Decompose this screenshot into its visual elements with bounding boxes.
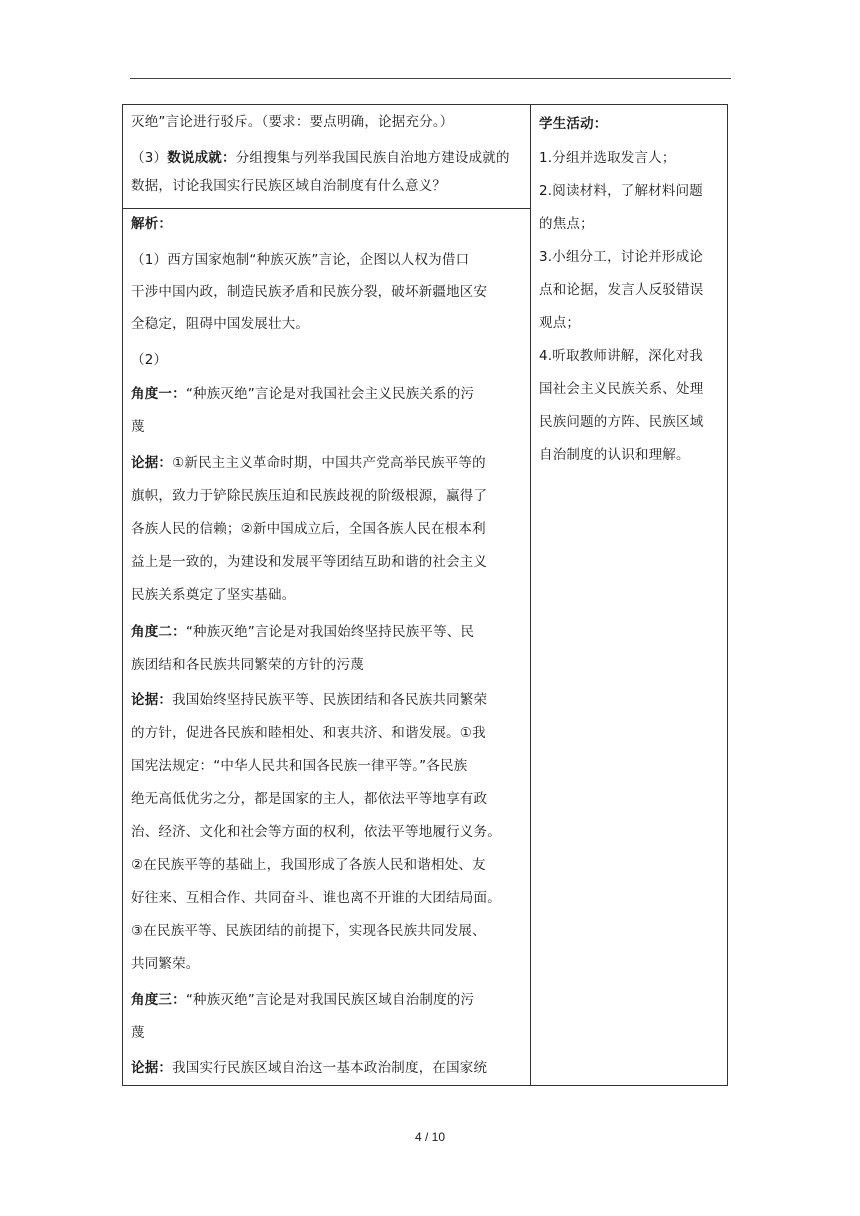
activity-line: 民族问题的方阵、民族区域 — [539, 414, 704, 430]
argument1-line — [131, 453, 486, 473]
content-column — [123, 105, 531, 1085]
angle1-label: 角度一： — [131, 386, 186, 402]
argument-label: 论据： — [131, 455, 173, 471]
lesson-table — [122, 104, 728, 1086]
activity-column — [531, 105, 727, 1085]
angle3-line: 蔑 — [131, 1025, 145, 1041]
argument-label: 论据： — [131, 692, 173, 708]
argument-text: 我国始终坚持民族平等、民族团结和各民族共同繁荣 — [172, 692, 488, 708]
analysis-line: （1）西方国家炮制“种族灭族”言论，企图以人权为借口 — [131, 252, 470, 268]
argument1-line: 益上是一致的，为建设和发展平等团结互助和谐的社会主义 — [131, 554, 488, 570]
task3-prefix: （3） — [131, 150, 168, 166]
argument1-line: 各族人民的信赖；②新中国成立后，全国各族人民在根本利 — [131, 521, 486, 537]
activity-line: 国社会主义民族关系、处理 — [539, 381, 704, 397]
activity-line: 观点； — [539, 315, 581, 331]
argument3-line — [131, 1058, 487, 1078]
activity-line: 1.分组并选取发言人； — [539, 150, 676, 166]
header-rule — [130, 78, 731, 79]
analysis-heading: 解析： — [131, 216, 173, 232]
analysis-cell — [123, 209, 530, 1085]
argument1-line: 民族关系奠定了坚实基础。 — [131, 587, 296, 603]
task-cell — [123, 105, 530, 209]
analysis-line: 干涉中国内政，制造民族矛盾和民族分裂，破坏新疆地区安 — [131, 284, 488, 300]
argument2-line: ③在民族平等、民族团结的前提下，实现各民族共同发展、 — [131, 923, 486, 939]
activity-line: 3.小组分工，讨论并形成论 — [539, 249, 703, 265]
angle3-line — [131, 990, 474, 1010]
argument-text: 我国实行民族区域自治这一基本政治制度，在国家统 — [172, 1060, 488, 1076]
argument-text: ①新民主主义革命时期，中国共产党高举民族平等的 — [172, 455, 486, 471]
analysis-line: （2） — [131, 352, 168, 368]
task-line: 灭绝”言论进行驳斥。（要求：要点明确，论据充分。） — [131, 114, 454, 130]
task3-line: 数据，讨论我国实行民族区域自治制度有什么意义？ — [131, 178, 447, 194]
angle1-text: “种族灭绝”言论是对我国社会主义民族关系的污 — [185, 386, 475, 402]
activity-line: 的焦点； — [539, 216, 594, 232]
argument1-line: 旗帜，致力于铲除民族压迫和民族歧视的阶级根源，赢得了 — [131, 488, 488, 504]
task3-title: 数说成就： — [167, 150, 236, 166]
angle2-line — [131, 622, 474, 642]
activity-line: 自治制度的认识和理解。 — [539, 447, 690, 463]
angle2-text: “种族灭绝”言论是对我国始终坚持民族平等、民 — [185, 624, 475, 640]
argument-label: 论据： — [131, 1060, 173, 1076]
argument2-line: ②在民族平等的基础上，我国形成了各族人民和谐相处、友 — [131, 857, 486, 873]
angle3-text: “种族灭绝”言论是对我国民族区域自治制度的污 — [185, 992, 475, 1008]
angle1-line — [131, 384, 474, 404]
angle2-line: 族团结和各民族共同繁荣的方针的污蔑 — [131, 657, 364, 673]
argument2-line: 的方针，促进各民族和睦相处、和衷共济、和谐发展。①我 — [131, 725, 486, 741]
activity-line: 点和论据，发言人反驳错误 — [539, 282, 704, 298]
task3-line — [131, 148, 510, 168]
task3-text: 分组搜集与列举我国民族自治地方建设成就的 — [235, 150, 510, 166]
analysis-line: 全稳定，阻碍中国发展壮大。 — [131, 316, 310, 332]
argument2-line: 绝无高低优劣之分，都是国家的主人，都依法平等地享有政 — [131, 791, 488, 807]
argument2-line: 治、经济、文化和社会等方面的权利，依法平等地履行义务。 — [131, 824, 501, 840]
argument2-line — [131, 690, 487, 710]
angle2-label: 角度二： — [131, 624, 186, 640]
argument2-line: 国宪法规定：“中华人民共和国各民族一律平等。”各民族 — [131, 758, 468, 774]
argument2-line: 好往来、互相合作、共同奋斗、谁也离不开谁的大团结局面。 — [131, 890, 501, 906]
activity-line: 2.阅读材料，了解材料问题 — [539, 183, 703, 199]
argument2-line: 共同繁荣。 — [131, 956, 200, 972]
page-number: 4 / 10 — [414, 1130, 446, 1144]
activity-heading: 学生活动： — [539, 116, 608, 132]
activity-line: 4.听取教师讲解，深化对我 — [539, 348, 703, 364]
angle1-line: 蔑 — [131, 419, 145, 435]
angle3-label: 角度三： — [131, 992, 186, 1008]
